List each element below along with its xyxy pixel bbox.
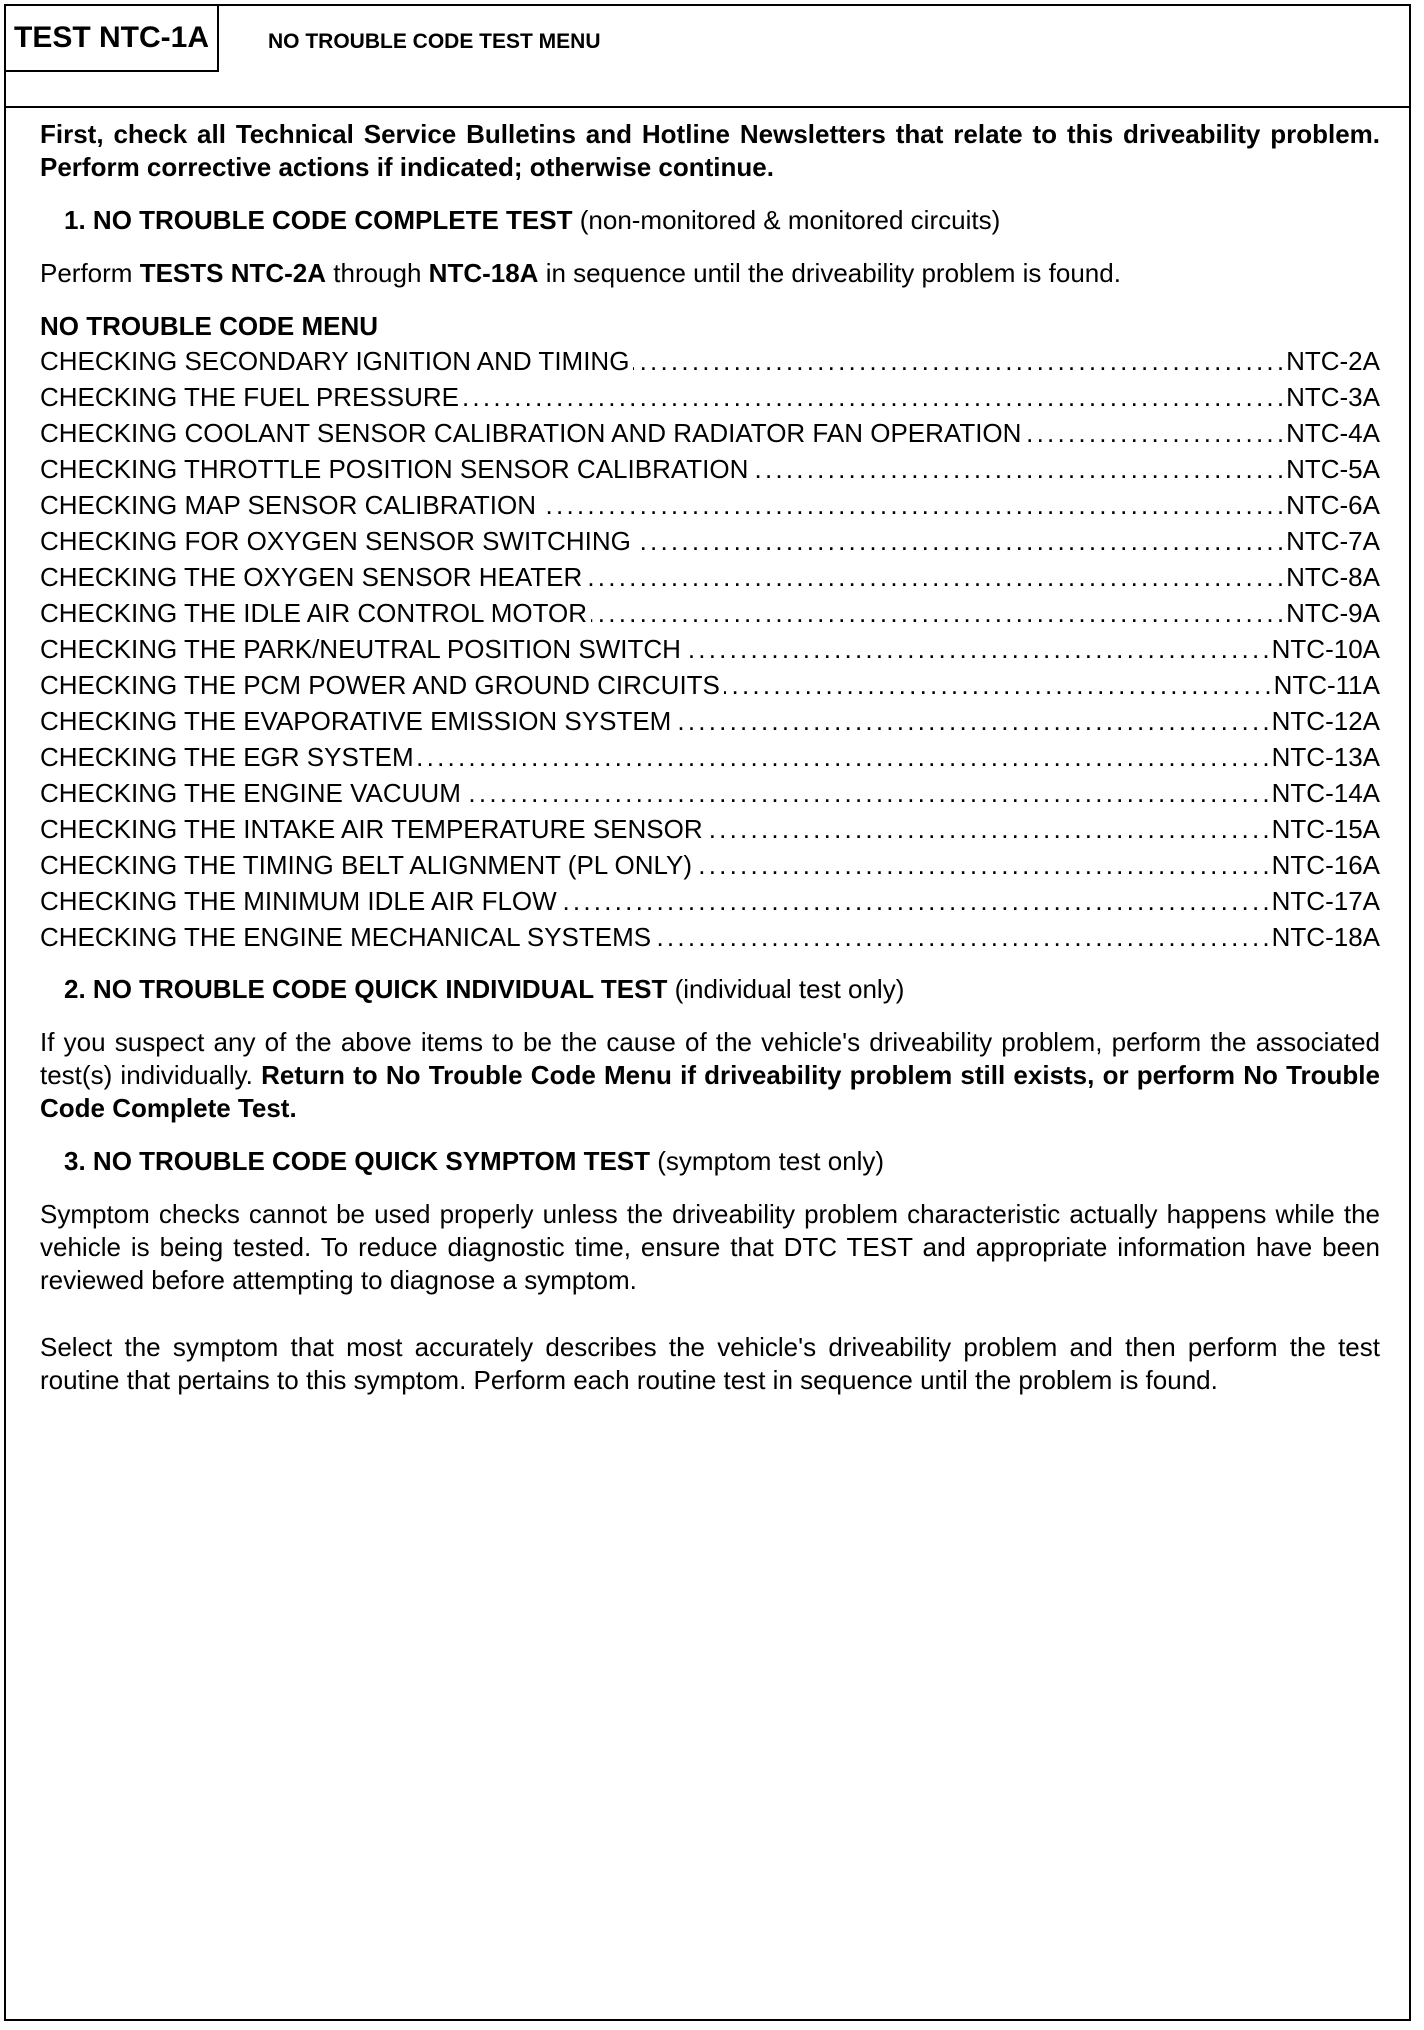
leader-dots [635,523,1282,559]
leader-dots [586,559,1282,595]
menu-item-code: NTC-11A [1273,670,1380,700]
menu-item-label: CHECKING THE EGR SYSTEM [40,742,414,772]
menu-item [40,523,1380,559]
section-2-body-bold: Return to No Trouble Code Menu if driveability problem still exists, or perform No Trouble Code Complete Test. [40,1060,1380,1123]
menu-item-code: NTC-12A [1271,706,1380,736]
menu-item [40,811,1380,847]
section-3-title: NO TROUBLE CODE QUICK SYMPTOM TEST [92,1146,651,1176]
menu-item-label: CHECKING THROTTLE POSITION SENSOR CALIBRATION [40,454,749,484]
menu-item-label: CHECKING COOLANT SENSOR CALIBRATION AND RADIATOR FAN OPERATION [40,418,1022,448]
menu-item-code: NTC-7A [1286,526,1380,556]
menu-title: NO TROUBLE CODE MENU [40,311,378,341]
menu-item [40,667,1380,703]
menu-item-label: CHECKING MAP SENSOR CALIBRATION [40,490,537,520]
leader-dots [707,811,1268,847]
menu-item [40,559,1380,595]
menu-item [40,487,1380,523]
spacer [40,1297,1380,1331]
section-3-note: (symptom test only) [657,1146,885,1176]
menu-item-label: CHECKING THE PCM POWER AND GROUND CIRCUITS [40,670,720,700]
section-2-heading [64,973,1380,1006]
section-1-body [40,257,1380,290]
section-1-body-mid: through [326,258,429,288]
menu-item-code: NTC-2A [1286,346,1380,376]
section-2-body [40,1026,1380,1125]
leader-dots [655,919,1268,955]
menu-item [40,343,1380,379]
menu-item-code: NTC-9A [1286,598,1380,628]
section-3-heading [64,1145,1380,1178]
menu-item [40,703,1380,739]
section-2-number: 2. [64,974,86,1004]
section-3-number: 3. [64,1146,86,1176]
menu-item [40,631,1380,667]
menu-item-code: NTC-4A [1286,418,1380,448]
menu-item-code: NTC-18A [1271,922,1380,952]
menu-item-code: NTC-16A [1271,850,1380,880]
menu-item-code: NTC-15A [1271,814,1380,844]
leader-dots [724,667,1270,703]
menu-item [40,775,1380,811]
menu-item [40,847,1380,883]
menu-item-label: CHECKING THE ENGINE MECHANICAL SYSTEMS [40,922,652,952]
menu-item-code: NTC-8A [1286,562,1380,592]
menu-item-label: CHECKING SECONDARY IGNITION AND TIMING [40,346,630,376]
menu-item-code: NTC-6A [1286,490,1380,520]
section-1-title: NO TROUBLE CODE COMPLETE TEST [92,205,573,235]
leader-dots [685,631,1268,667]
menu-item-label: CHECKING THE PARK/NEUTRAL POSITION SWITCH [40,634,681,664]
leader-dots [696,847,1268,883]
menu-item-label: CHECKING THE TIMING BELT ALIGNMENT (PL ONLY) [40,850,693,880]
section-2-note: (individual test only) [674,974,905,1004]
header [6,6,1409,108]
leader-dots [540,487,1282,523]
header-title: NO TROUBLE CODE TEST MENU [268,30,601,53]
intro-paragraph: First, check all Technical Service Bulletins and Hotline Newsletters that relate to this driveability problem. Perform corrective actions if indicated; otherwise continue. [40,119,1380,182]
section-2-title: NO TROUBLE CODE QUICK INDIVIDUAL TEST [92,974,668,1004]
menu-item [40,379,1380,415]
leader-dots [591,595,1282,631]
leader-dots [418,739,1268,775]
menu-item-code: NTC-13A [1271,742,1380,772]
leader-dots [561,883,1268,919]
menu-item-code: NTC-14A [1271,778,1380,808]
menu-item [40,883,1380,919]
section-1-note: (non-monitored & monitored circuits) [579,205,1001,235]
section-1-heading [64,204,1380,237]
leader-dots [465,775,1268,811]
menu-item-code: NTC-3A [1286,382,1380,412]
menu-item-label: CHECKING THE EVAPORATIVE EMISSION SYSTEM [40,706,672,736]
leader-dots [1025,415,1282,451]
menu-item [40,739,1380,775]
section-3-body-1: Symptom checks cannot be used properly unless the driveability problem characteristic actually happens while the vehicle is being tested. To reduce diagnostic time, ensure that DTC TEST and appropriate information have been reviewed before attempting to diagnose a symptom. [40,1199,1380,1295]
menu-item-label: CHECKING FOR OXYGEN SENSOR SWITCHING [40,526,631,556]
section-1-body-bold-2: NTC-18A [428,258,539,288]
content [40,118,1380,1397]
section-1-number: 1. [64,205,86,235]
section-1-body-pre: Perform [40,258,140,288]
leader-dots [633,343,1282,379]
leader-dots [463,379,1282,415]
menu-item [40,595,1380,631]
menu-list [40,343,1380,955]
section-3-body-2: Select the symptom that most accurately describes the vehicle's driveability problem and then perform the test routine that pertains to this symptom. Perform each routine test in sequence until the problem is found. [40,1332,1380,1395]
menu-item-label: CHECKING THE MINIMUM IDLE AIR FLOW [40,886,557,916]
test-id: TEST NTC-1A [6,6,219,72]
section-1-body-bold-1: TESTS NTC-2A [139,258,327,288]
menu-item [40,919,1380,955]
menu-item-label: CHECKING THE ENGINE VACUUM [40,778,461,808]
leader-dots [752,451,1282,487]
section-2-body-plain: If you suspect any of the above items to be the cause of the vehicle's driveability problem, perform the associated test(s) individually. [40,1027,1380,1090]
menu-item-label: CHECKING THE INTAKE AIR TEMPERATURE SENSOR [40,814,703,844]
menu-item-label: CHECKING THE OXYGEN SENSOR HEATER [40,562,583,592]
menu-item-code: NTC-17A [1271,886,1380,916]
menu-item-label: CHECKING THE FUEL PRESSURE [40,382,459,412]
menu-item [40,415,1380,451]
leader-dots [675,703,1267,739]
menu-item [40,451,1380,487]
menu-item-code: NTC-10A [1271,634,1380,664]
section-1-body-post: in sequence until the driveability problem is found. [538,258,1121,288]
menu-item-label: CHECKING THE IDLE AIR CONTROL MOTOR [40,598,588,628]
menu-item-code: NTC-5A [1286,454,1380,484]
